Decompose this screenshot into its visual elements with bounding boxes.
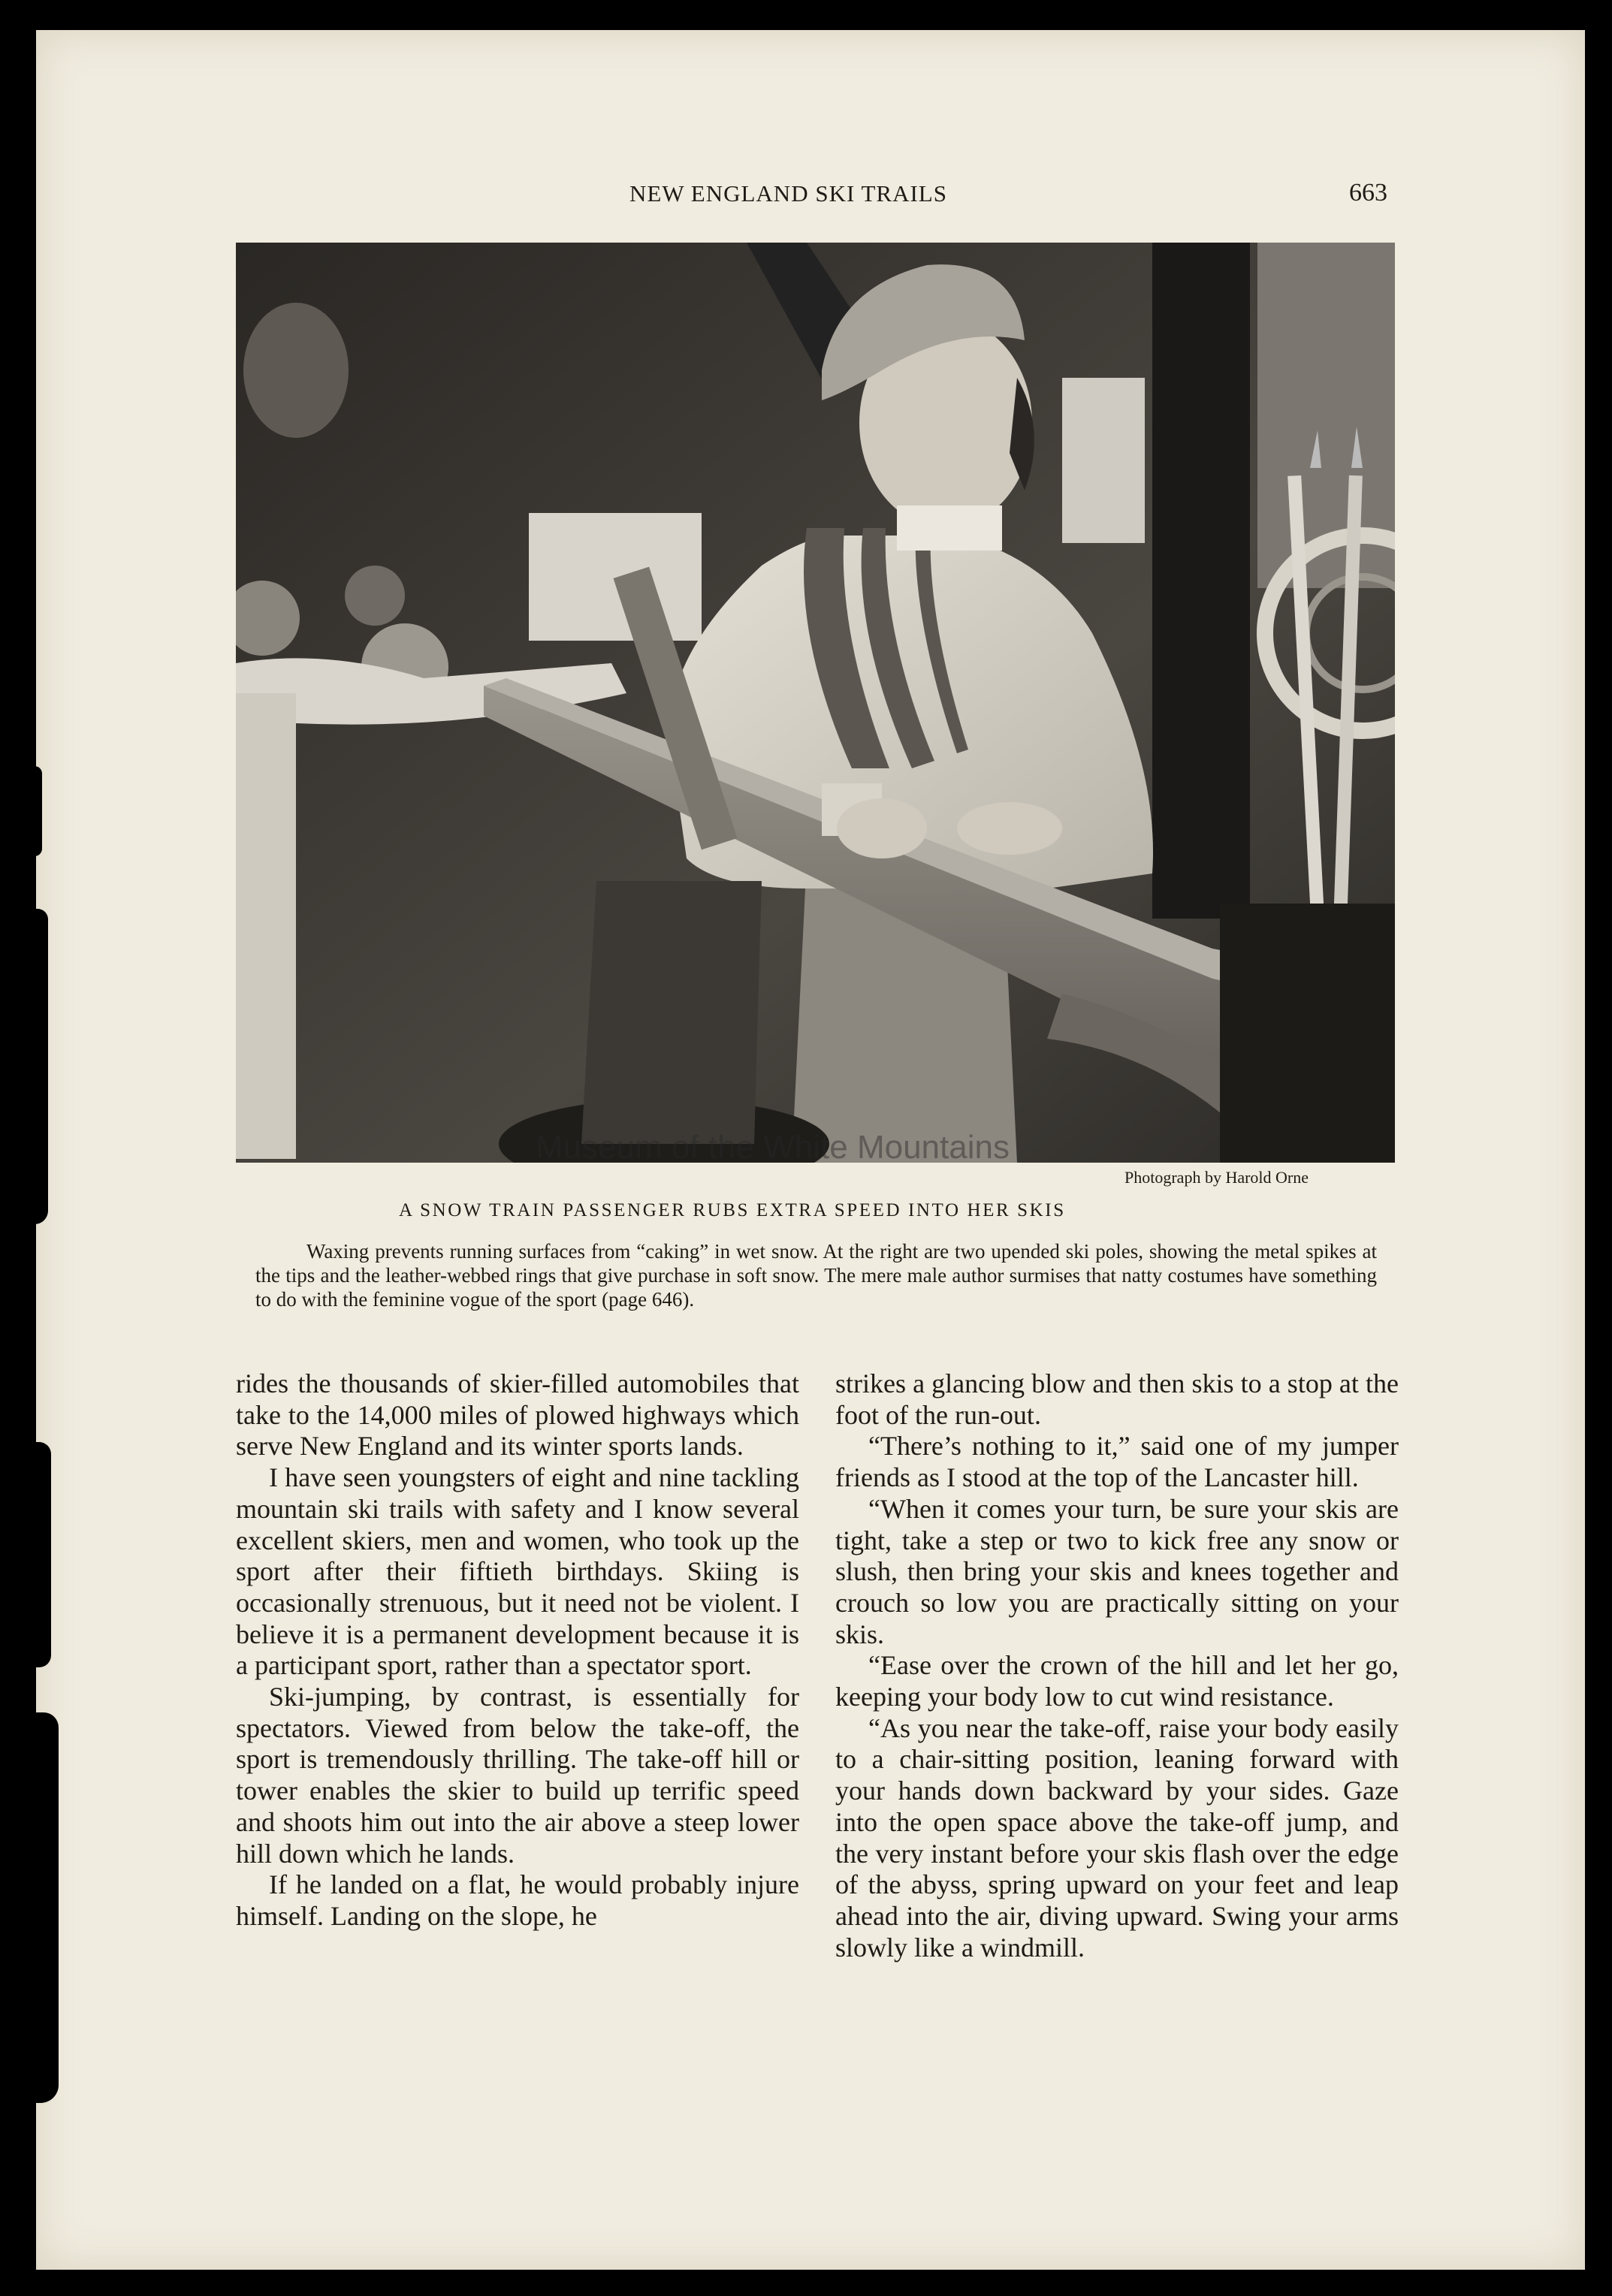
torn-edge — [29, 909, 48, 1224]
right-column — [835, 1368, 1399, 1963]
paragraph: “Ease over the crown of the hill and let her go, keeping your body low to cut wind resistance. — [835, 1650, 1399, 1712]
page-number: 663 — [1349, 179, 1387, 207]
paragraph: rides the thousands of skier-filled automobiles that take to the 14,000 miles of plowed highways which serve New England and its winter sports lands. — [236, 1368, 799, 1462]
caption-title: A SNOW TRAIN PASSENGER RUBS EXTRA SPEED INTO HER SKIS — [399, 1200, 1066, 1220]
watermark: Museum of the White Mountains — [536, 1129, 1010, 1166]
torn-edge — [29, 766, 42, 856]
paragraph: Ski-jumping, by contrast, is essentially for spectators. Viewed from below the take-off, the sport is tremendously thrilling. The take-off hill or tower enables the skier to build up terrific speed and shoots him out into the air above a steep lower hill down which he lands. — [236, 1682, 799, 1869]
paragraph: I have seen youngsters of eight and nine tackling mountain ski trails with safety and I know several excellent skiers, men and women, who took up the sport after their fiftieth birthdays. Skiing is occasionally strenuous, but it need not be violent. I believe it is a permanent development because it is a participant sport, rather than a spectator sport. — [236, 1462, 799, 1681]
paragraph: strikes a glancing blow and then skis to a stop at the foot of the run-out. — [835, 1368, 1399, 1430]
photograph-skier-waxing-skis — [236, 243, 1395, 1163]
photo-credit: Photograph by Harold Orne — [1124, 1168, 1309, 1187]
caption-text: Waxing prevents running surfaces from “caking” in wet snow. At the right are two upended ski poles, showing the metal spikes at the tips and the leather-webbed rings that give purchase in soft snow. The mere male author surmises that natty costumes have something to do with the feminine vogue of the sport (page 646). — [255, 1240, 1377, 1311]
paragraph: “As you near the take-off, raise your body easily to a chair-sitting position, leaning forward with your hands down backward by your sides. Gaze into the open space above the take-off jump, and the very instant before your skis flash over the edge of the abyss, spring upward on your feet and leap ahead into the air, diving upward. Swing your arms slowly like a windmill. — [835, 1712, 1399, 1963]
left-column — [236, 1368, 799, 1932]
paragraph: If he landed on a flat, he would probably injure himself. Landing on the slope, he — [236, 1869, 799, 1931]
paragraph: “There’s nothing to it,” said one of my jumper friends as I stood at the top of the Lancaster hill. — [835, 1431, 1399, 1493]
photo-illustration — [236, 243, 1395, 1163]
paragraph: “When it comes your turn, be sure your skis are tight, take a step or two to kick free any snow or slush, then bring your skis and knees together and crouch so low you are practically sitting on your skis. — [835, 1493, 1399, 1649]
running-header: NEW ENGLAND SKI TRAILS — [629, 180, 947, 207]
torn-edge — [29, 1442, 51, 1667]
photo-caption — [255, 1239, 1377, 1311]
torn-edge — [29, 1712, 59, 2103]
